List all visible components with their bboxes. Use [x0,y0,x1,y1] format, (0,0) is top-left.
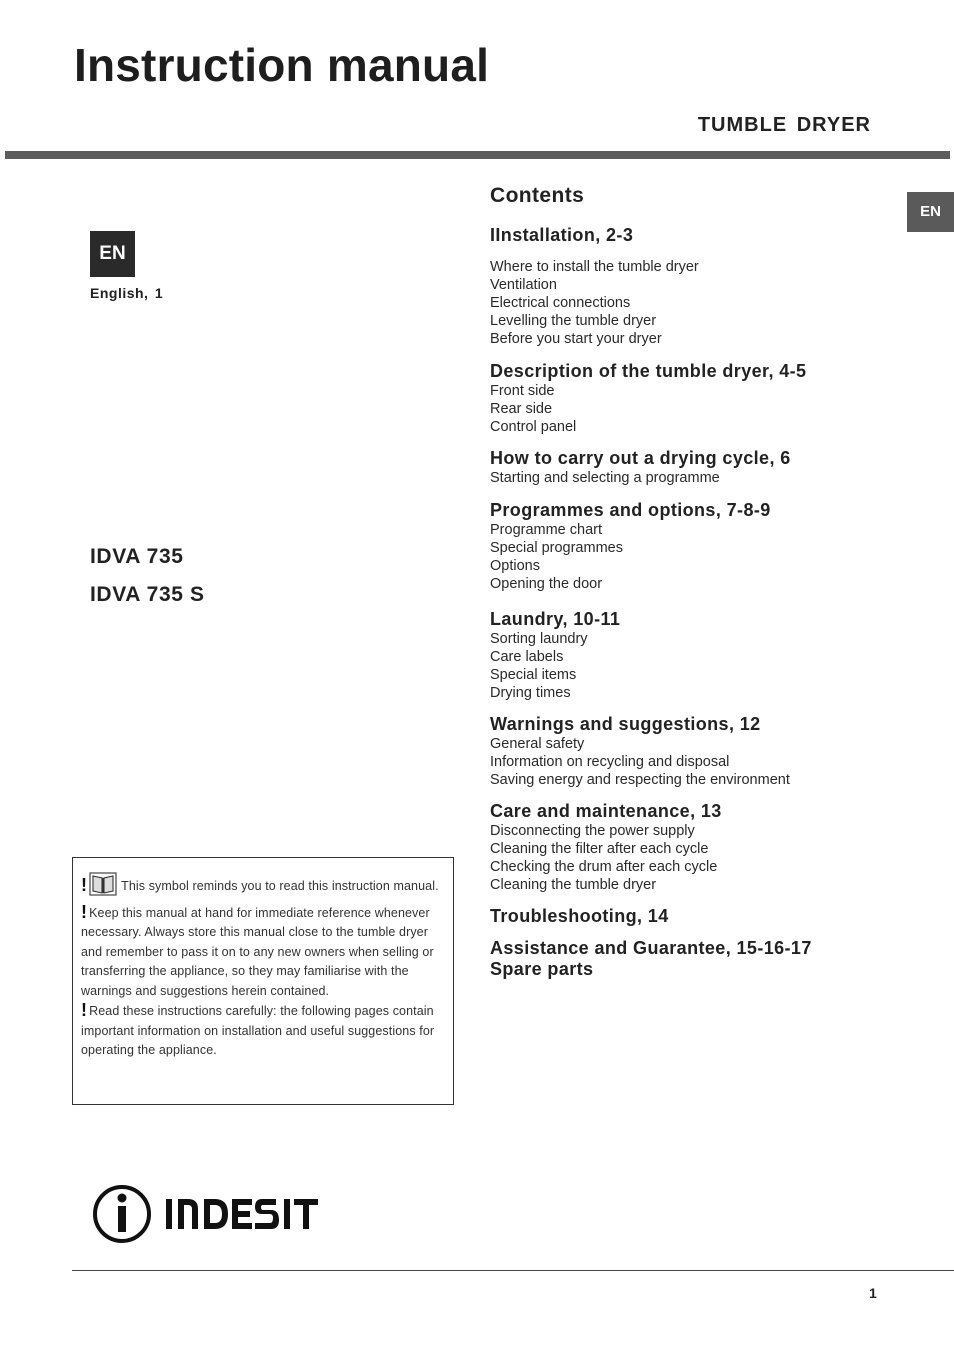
toc-section-care [490,800,900,894]
model-name: IDVA 735 [90,545,184,568]
toc-heading: Description of the tumble dryer, 4-5 [490,361,807,381]
toc-item: Special programmes [490,540,623,556]
toc-heading: Programmes and options, 7-8-9 [490,500,771,520]
toc-section-warnings [490,713,900,789]
toc-item-list [490,469,900,487]
indesit-i-logo-icon [95,1187,149,1241]
indesit-wordmark [166,1199,318,1229]
notice-text: This symbol reminds you to read this instruction manual. [121,879,439,893]
toc-item: Care labels [490,649,564,665]
toc-item: Rear side [490,401,553,417]
notice-paragraph [81,1001,439,1061]
toc-item: Special items [490,667,577,683]
toc-item: Ventilation [490,277,557,293]
language-badge: EN [90,231,135,277]
notice-paragraph [81,872,439,903]
toc-heading: Assistance and Guarantee, 15-16-17 [490,938,812,958]
contents-title: Contents [490,184,585,207]
toc-section-description [490,360,900,436]
toc-item: Cleaning the tumble dryer [490,877,657,893]
toc-section-laundry [490,608,900,702]
toc-heading: Spare parts [490,959,594,979]
toc-item: Levelling the tumble dryer [490,313,657,329]
toc-section-assistance [490,937,900,979]
toc-item: Where to install the tumble dryer [490,259,699,275]
notice-text: Read these instructions carefully: the following pages contain important information on installation and useful suggestions for operating the appliance. [81,1004,435,1057]
toc-item: Drying times [490,685,571,701]
toc-section-programmes [490,499,900,593]
toc-item-list [490,630,900,702]
toc-heading: How to carry out a drying cycle, 6 [490,448,791,468]
exclamation-icon: ! [81,1000,88,1020]
toc-heading: Warnings and suggestions, 12 [490,714,761,734]
notice-text: Keep this manual at hand for immediate reference whenever necessary. Always store this manual close to the tumble dryer and remember to pass it on to any new owners when selling or transferring the appliance, so they may familiarise with the warnings and suggestions herein contained. [81,905,434,998]
toc-section-troubleshooting [490,905,900,927]
toc-item: Checking the drum after each cycle [490,859,718,875]
toc-item: Disconnecting the power supply [490,823,695,839]
model-name: IDVA 735 S [90,583,205,606]
toc-item: Cleaning the filter after each cycle [490,841,709,857]
language-side-tab: EN [907,192,954,232]
book-icon [89,872,117,903]
toc-section-drying-cycle [490,447,900,487]
toc-heading: Care and maintenance, 13 [490,801,722,821]
product-type-heading: TUMBLE DRYER [697,114,871,136]
toc-item: Front side [490,383,555,399]
page-title: Instruction manual [74,39,490,91]
exclamation-icon: ! [81,901,88,922]
toc-item: Programme chart [490,522,603,538]
toc-item: Control panel [490,419,577,435]
toc-item-list [490,258,900,348]
toc-item-list [490,822,900,894]
toc-item: Options [490,558,540,574]
toc-heading: Troubleshooting, 14 [490,906,669,926]
notice-box [72,857,454,1105]
toc-item: Sorting laundry [490,631,588,647]
notice-paragraph [81,903,439,1002]
toc-item: Before you start your dryer [490,331,662,347]
indesit-logo [92,1183,322,1250]
toc-item: Saving energy and respecting the environment [490,772,790,788]
toc-item: Opening the door [490,576,603,592]
page-number: 1 [869,1285,877,1301]
toc-item: Starting and selecting a programme [490,470,720,486]
toc-item: General safety [490,736,585,752]
toc-item: Electrical connections [490,295,631,311]
toc-item-list [490,735,900,789]
language-label: English, 1 [90,285,164,301]
toc-section-installation [490,224,900,348]
footer-divider [72,1270,954,1271]
toc-heading: Laundry, 10-11 [490,609,621,629]
toc-item-list [490,382,900,436]
exclamation-icon: ! [81,875,88,895]
toc-item: Information on recycling and disposal [490,754,730,770]
toc-item-list [490,521,900,593]
toc-heading: IInstallation, 2-3 [490,225,634,245]
header-divider [5,151,950,159]
